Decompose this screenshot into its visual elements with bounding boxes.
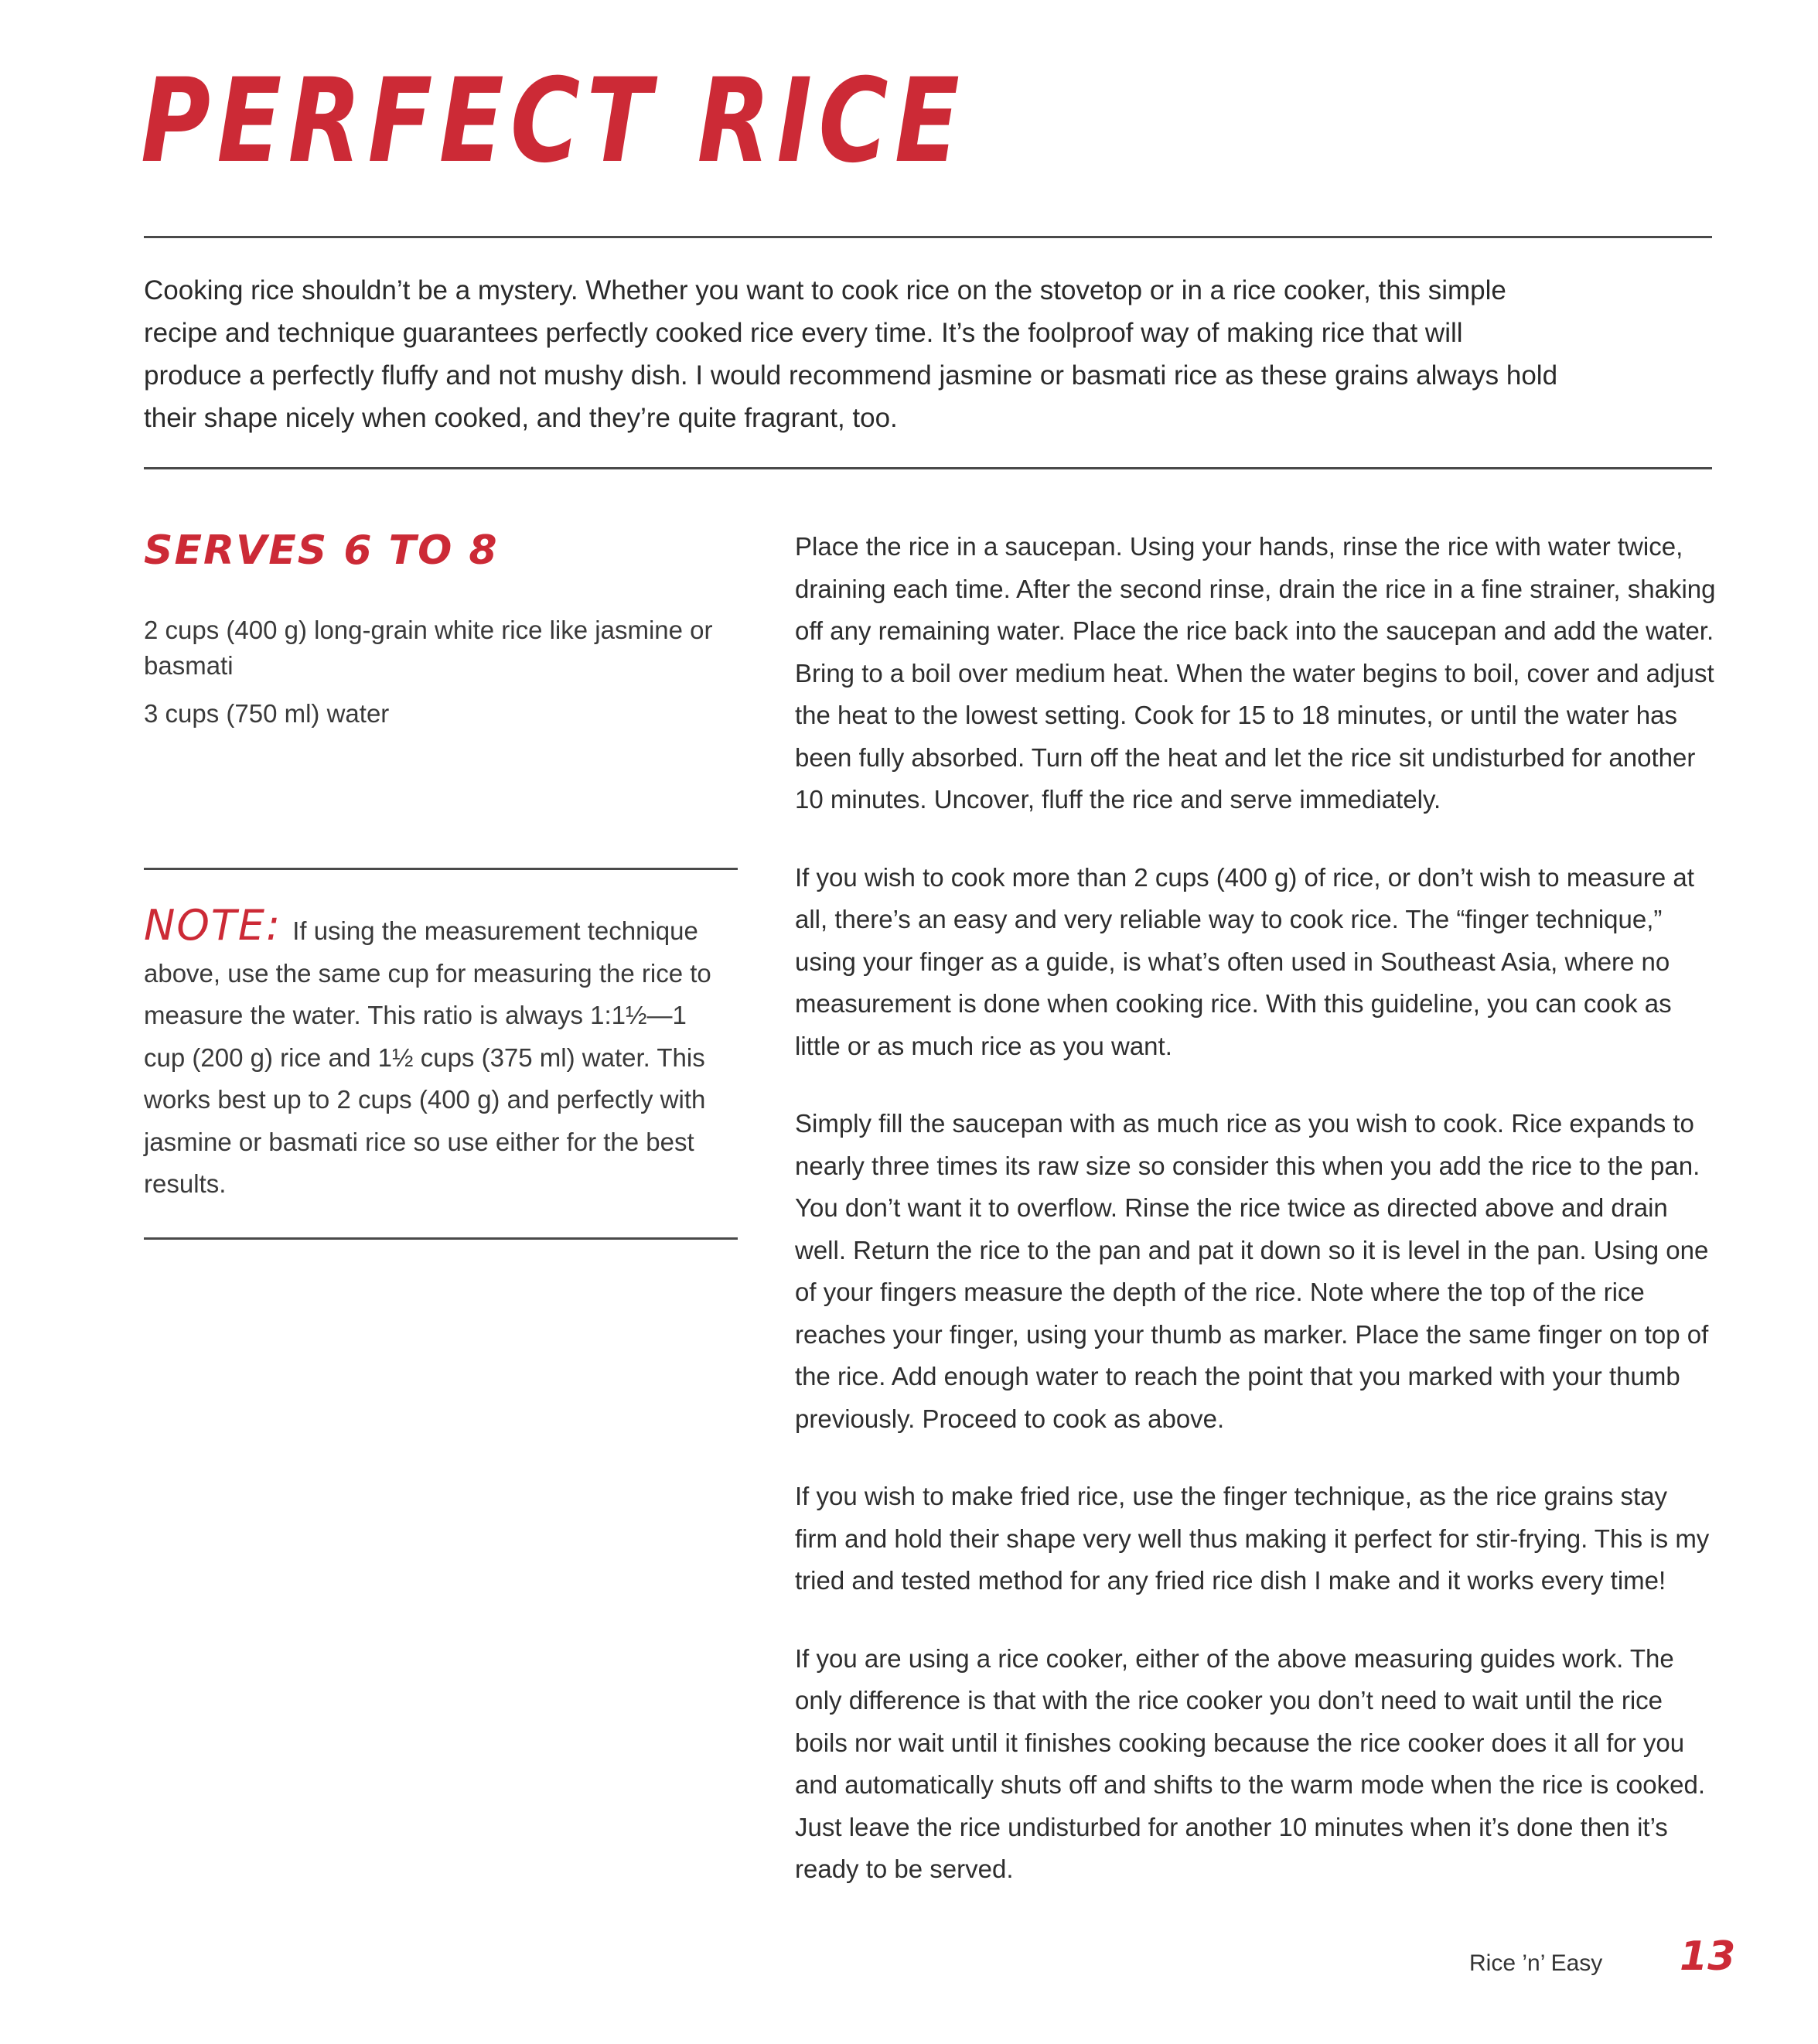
running-footer-title: Rice ’n’ Easy	[1469, 1950, 1603, 1976]
method-paragraph: If you wish to make fried rice, use the finger technique, as the rice grains stay firm and hold their shape very well thus making it perfect for stir-frying. This is my tried and tested method for any fried rice dish I make and it works every time!	[795, 1482, 1710, 1595]
title-divider	[144, 236, 1712, 238]
method-paragraph: Place the rice in a saucepan. Using your hands, rinse the rice with water twice, draining each time. After the second rinse, drain the rice in a fine strainer, shaking off any remaining water. Place the rice back into the saucepan and add the water. Bring to a boil over medium heat. When the water begins to boil, cover and adjust the heat to the lowest setting. Cook for 15 to 18 minutes, or until the water has been fully absorbed. Turn off the heat and let the rice sit undisturbed for another 10 minutes. Uncover, fluff the rice and serve immediately.	[795, 532, 1716, 814]
note-text: If using the measurement technique above, use the same cup for measuring the rice to measure the water. This ratio is always 1:1½—1 cup (200 g) rice and 1½ cups (375 ml) water. This works best up to 2 cups (400 g) and perfectly with jasmine or basmati rice so use either for the best results.	[144, 916, 711, 1198]
intro-paragraph: Cooking rice shouldn’t be a mystery. Whether you want to cook rice on the stovetop or in a rice cooker, this simple recipe and technique guarantees perfectly cooked rice every time. It’s the foolproof way of making rice that will produce a perfectly fluffy and not mushy dish. I would recommend jasmine or basmati rice as these grains always hold their shape nicely when cooked, and they’re quite fragrant, too.	[144, 275, 1558, 433]
method-paragraph: If you wish to cook more than 2 cups (400 g) of rice, or don’t wish to measure at all, there’s an easy and very reliable way to cook rice. The “finger technique,” using your finger as a guide, is what’s often used in Southeast Asia, where no measurement is done when cooking rice. With this guideline, you can cook as little or as much rice as you want.	[795, 862, 1694, 1060]
note-label: NOTE:	[144, 901, 282, 950]
serves-heading: SERVES 6 TO 8	[144, 527, 499, 574]
note-top-divider	[144, 868, 738, 870]
method-paragraph: If you are using a rice cooker, either of the above measuring guides work. The only difference is that with the rice cooker you don’t need to wait until the rice boils nor wait until it finishes cooking because the rice cooker does it all for you and automatically shuts off and shifts to the warm mode when the rice is cooked. Just leave the rice undisturbed for another 10 minutes when it’s done then it’s ready to be served.	[795, 1643, 1706, 1883]
method-paragraph: Simply fill the saucepan with as much rice as you wish to cook. Rice expands to nearly three times its raw size so consider this when you add the rice to the pan. You don’t want it to overflow. Rinse the rice twice as directed above and drain well. Return the rice to the pan and pat it down so it is level in the pan. Using one of your fingers measure the depth of the rice. Note where the top of the rice reaches your finger, using your thumb as marker. Place the same finger on top of the rice. Add enough water to reach the point that you marked with your thumb previously. Proceed to cook as above.	[795, 1109, 1709, 1433]
page-title: PERFECT RICE	[141, 54, 967, 189]
method-column	[795, 526, 1717, 1926]
ingredient-item: 3 cups (750 ml) water	[144, 699, 390, 728]
note-bottom-divider	[144, 1237, 738, 1240]
note-box	[144, 901, 732, 1206]
ingredient-item: 2 cups (400 g) long-grain white rice like jasmine or basmati	[144, 616, 713, 680]
intro-divider	[144, 467, 1712, 469]
page-number: 13	[1680, 1933, 1736, 1980]
ingredient-list	[144, 613, 732, 744]
